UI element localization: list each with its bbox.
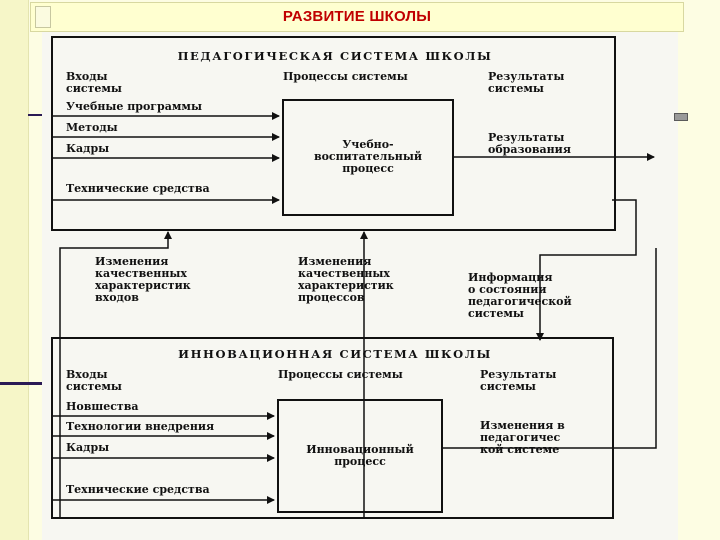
feedback-info-label: о состоянии xyxy=(468,283,547,296)
ped-process-label: воспитательный xyxy=(313,150,423,163)
inn-input-label: Технологии внедрения xyxy=(66,420,215,433)
ped-results-header: Результаты xyxy=(488,70,565,83)
inn-results-header: Результаты xyxy=(480,368,557,381)
ped-results-header: системы xyxy=(488,82,544,95)
inn-processes-header: Процессы системы xyxy=(278,368,403,381)
innovation-system-title: ИННОВАЦИОННАЯ СИСТЕМА ШКОЛЫ xyxy=(178,347,492,361)
feedback-info-label: педагогической xyxy=(468,295,572,308)
ped-result-label: Результаты xyxy=(488,131,565,144)
feedback-process-label: Изменения xyxy=(298,255,372,268)
feedback-inputs-label: Изменения xyxy=(95,255,169,268)
info-flow-arrow xyxy=(540,200,636,340)
ped-result-label: образования xyxy=(488,143,571,156)
inn-result-label: Изменения в xyxy=(480,419,565,432)
ped-process-label: Учебно- xyxy=(342,138,394,151)
feedback-info-label: Информация xyxy=(468,271,553,284)
feedback-process-label: качественных xyxy=(298,267,390,280)
inn-input-label: Кадры xyxy=(66,441,110,454)
feedback-inputs-label: входов xyxy=(95,291,139,304)
ped-input-label: Кадры xyxy=(66,142,110,155)
feedback-process-label: процессов xyxy=(298,291,365,304)
ped-input-label: Методы xyxy=(66,121,118,134)
innovation-to-pedagogical-line xyxy=(604,248,656,448)
inn-input-label: Новшества xyxy=(66,400,139,413)
feedback-info-label: системы xyxy=(468,307,524,320)
ped-inputs-header: Входы xyxy=(66,70,108,83)
inn-inputs-header: Входы xyxy=(66,368,108,381)
ped-processes-header: Процессы системы xyxy=(283,70,408,83)
inn-input-label: Технические средства xyxy=(66,483,210,496)
slide-title: РАЗВИТИЕ ШКОЛЫ xyxy=(282,8,432,25)
inn-results-header: системы xyxy=(480,380,536,393)
ped-inputs-header: системы xyxy=(66,82,122,95)
inn-process-label: Инновационный xyxy=(306,443,414,456)
inn-inputs-header: системы xyxy=(66,380,122,393)
inn-result-label: педагогичес xyxy=(480,431,561,444)
ped-input-label: Технические средства xyxy=(66,182,210,195)
feedback-inputs-label: качественных xyxy=(95,267,187,280)
pedagogical-system-title: ПЕДАГОГИЧЕСКАЯ СИСТЕМА ШКОЛЫ xyxy=(177,49,493,63)
feedback-process-label: характеристик xyxy=(298,279,394,292)
inn-result-label: кой системе xyxy=(480,443,560,456)
feedback-inputs-label: характеристик xyxy=(95,279,191,292)
inn-process-label: процесс xyxy=(334,455,386,468)
ped-input-label: Учебные программы xyxy=(66,100,202,113)
ped-process-label: процесс xyxy=(342,162,394,175)
